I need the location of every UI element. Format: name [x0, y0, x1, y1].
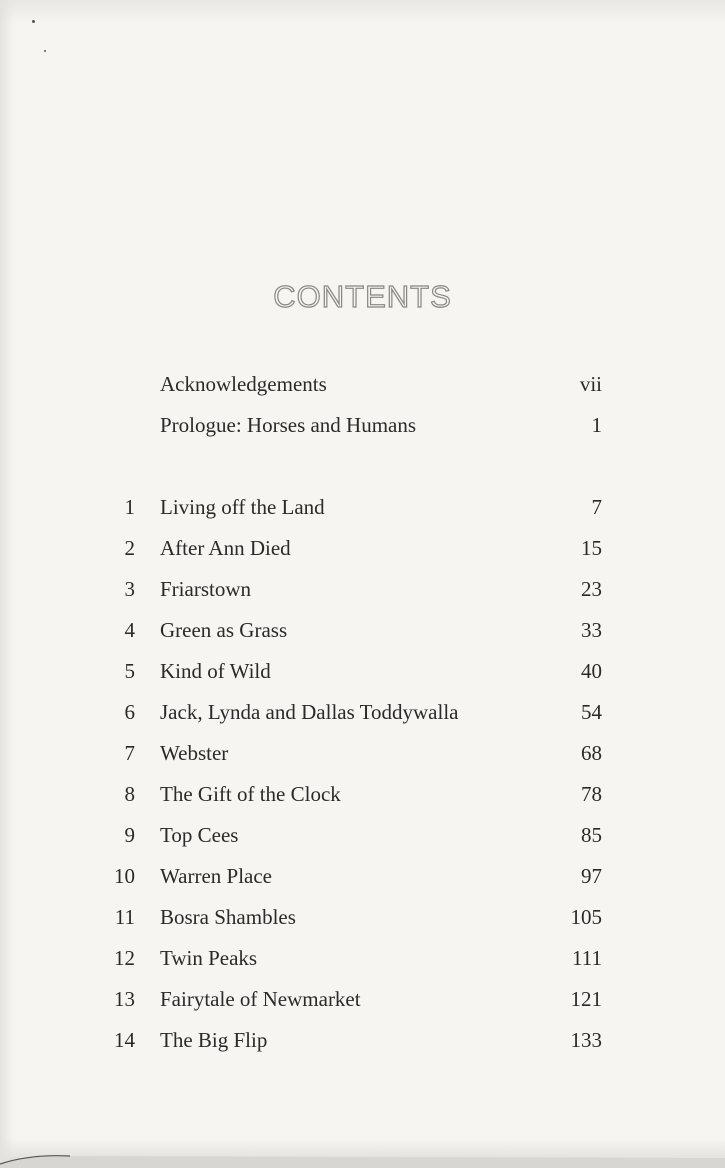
chapter-title: Twin Peaks	[160, 946, 258, 970]
chapter-page: 85	[581, 823, 602, 847]
chapter-page: 121	[570, 987, 602, 1011]
chapter-page: 78	[581, 782, 602, 806]
chapter-number: 1	[124, 495, 135, 519]
chapter-number: 12	[114, 946, 135, 970]
toc-chapter-row[interactable]	[0, 779, 725, 809]
toc-chapter-row[interactable]	[0, 984, 725, 1014]
toc-chapter-row[interactable]	[0, 1025, 725, 1055]
chapter-number: 3	[124, 577, 135, 601]
toc-chapter-row[interactable]	[0, 902, 725, 932]
chapter-title: Top Cees	[160, 823, 239, 847]
chapter-title: Green as Grass	[160, 618, 288, 642]
chapter-title: After Ann Died	[160, 536, 291, 560]
chapter-page: 68	[581, 741, 602, 765]
chapter-title: Webster	[160, 741, 229, 765]
toc-chapter-row[interactable]	[0, 697, 725, 727]
toc-chapter-row[interactable]	[0, 533, 725, 563]
chapter-page: 7	[591, 495, 602, 519]
chapter-page: 54	[581, 700, 602, 724]
toc-chapter-row[interactable]	[0, 492, 725, 522]
toc-chapter-row[interactable]	[0, 615, 725, 645]
chapter-number: 8	[124, 782, 135, 806]
print-speck	[32, 20, 35, 23]
toc-entry-label: Prologue: Horses and Humans	[160, 413, 417, 437]
page-title: CONTENTS	[273, 278, 452, 314]
chapter-page: 33	[581, 618, 602, 642]
chapter-number: 13	[114, 987, 135, 1011]
chapter-title: Living off the Land	[160, 495, 325, 519]
chapter-title: Friarstown	[160, 577, 251, 601]
page-bottom-edge	[0, 1148, 725, 1168]
chapter-title: The Big Flip	[160, 1028, 268, 1052]
chapter-title: Warren Place	[160, 864, 272, 888]
chapter-page: 40	[581, 659, 602, 683]
toc-chapter-row[interactable]	[0, 861, 725, 891]
chapter-number: 6	[124, 700, 135, 724]
chapter-title: Fairytale of Newmarket	[160, 987, 361, 1011]
chapter-number: 10	[114, 864, 135, 888]
toc-chapter-row[interactable]	[0, 656, 725, 686]
toc-entry-prologue[interactable]	[0, 410, 725, 440]
chapter-page: 133	[570, 1028, 602, 1052]
toc-chapter-row[interactable]	[0, 943, 725, 973]
toc-entry-label: Acknowledgements	[160, 372, 327, 396]
chapter-number: 5	[124, 659, 135, 683]
chapter-page: 23	[581, 577, 602, 601]
toc-entry-page: 1	[591, 413, 602, 437]
chapter-page: 15	[581, 536, 602, 560]
chapter-title: Kind of Wild	[160, 659, 271, 683]
chapter-number: 2	[124, 536, 135, 560]
chapter-page: 111	[572, 946, 602, 970]
print-speck	[44, 50, 46, 52]
chapter-number: 9	[124, 823, 135, 847]
chapter-number: 7	[124, 741, 135, 765]
chapter-title: Bosra Shambles	[160, 905, 296, 929]
chapter-title: The Gift of the Clock	[160, 782, 341, 806]
chapter-number: 11	[114, 905, 135, 929]
toc-entry-page: vii	[579, 372, 602, 396]
toc-chapter-row[interactable]	[0, 574, 725, 604]
toc-chapter-row[interactable]	[0, 738, 725, 768]
chapter-page: 97	[581, 864, 602, 888]
chapter-title: Jack, Lynda and Dallas Toddywalla	[160, 700, 459, 724]
chapter-number: 4	[124, 618, 135, 642]
chapter-page: 105	[570, 905, 602, 929]
toc-entry-acknowledgements[interactable]	[0, 369, 725, 399]
chapter-number: 14	[114, 1028, 135, 1052]
toc-chapter-row[interactable]	[0, 820, 725, 850]
